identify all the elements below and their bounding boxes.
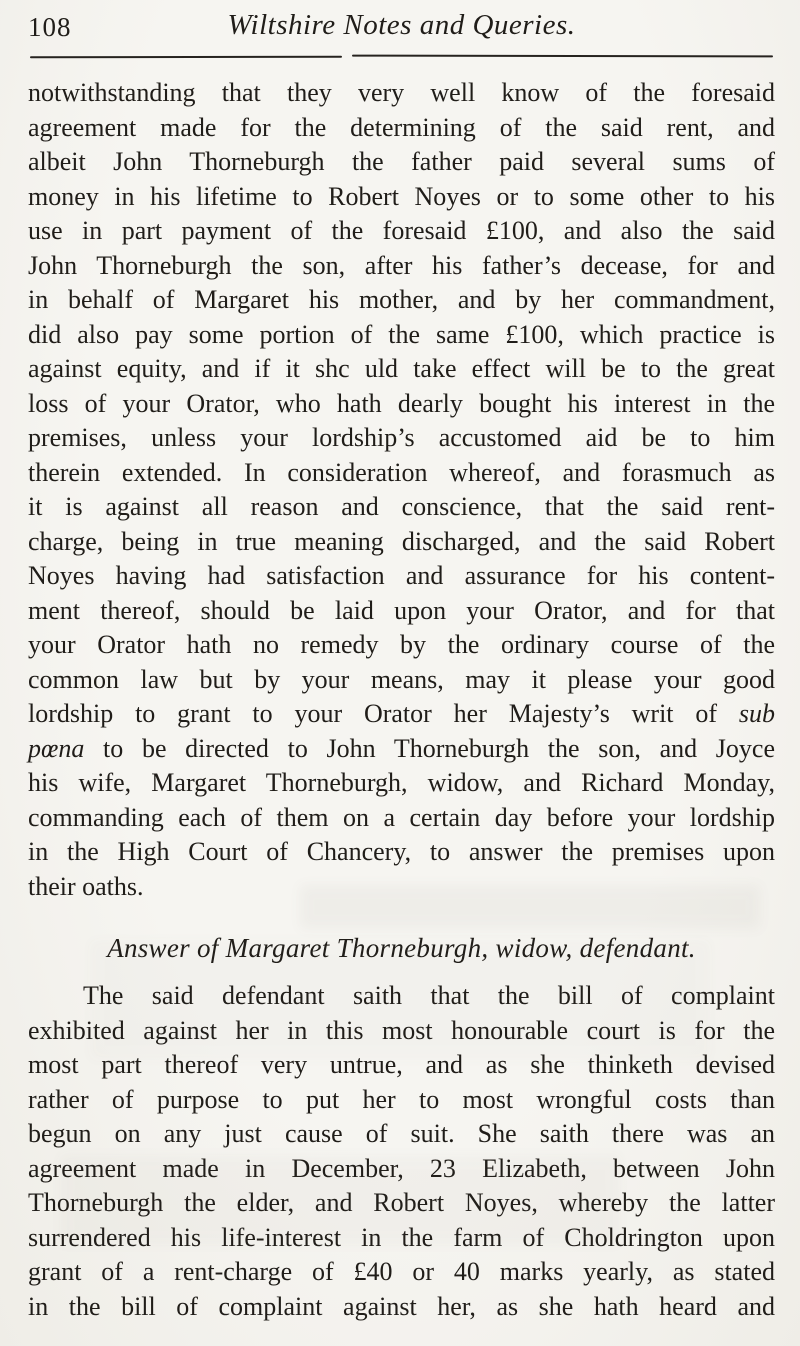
text-line: notwithstanding that they very well know of the foresaid [28,78,775,107]
text-line: money in his lifetime to Robert Noyes or to some other to his [28,181,775,211]
text-line: The said defendant saith that the bill of complaint [83,981,775,1010]
text-line: their oaths. [28,871,144,901]
text-line: exhibited against her in this most honourable court is for the [28,1015,775,1045]
journal-title: Wiltshire Notes and Queries. [227,9,576,41]
text-line: most part thereof very untrue, and as she thinketh devised [28,1050,775,1079]
text-line: surrendered his life-interest in the farm of Choldrington upon [28,1222,775,1252]
text-line: agreement made in December, 23 Elizabeth, between John [28,1153,775,1183]
header-rule-left-segment [30,56,342,58]
text-line: begun on any just cause of suit. She saith there was an [28,1119,775,1148]
text-line: agreement made for the determining of the said rent, and [28,112,775,142]
text-line: against equity, and if it shc uld take effect will be to the great [28,354,775,383]
page-header [28,0,775,57]
page-number: 108 [28,12,72,42]
header-rule-right-segment [352,55,773,58]
text-line: therein extended. In consideration whereof, and forasmuch as [28,457,775,487]
text-line: rather of purpose to put her to most wrongful costs than [28,1084,775,1114]
text-line: in behalf of Margaret his mother, and by her commandment, [28,285,775,314]
text-line: did also pay some portion of the same £100, which practice is [28,319,775,349]
text-line: your Orator hath no remedy by the ordinary course of the [28,630,775,659]
text-line: Noyes having had satisfaction and assurance for his content- [28,561,775,590]
text-line: commanding each of them on a certain day before your lordship [28,802,775,832]
text-line: albeit John Thorneburgh the father paid several sums of [28,147,775,176]
text-line: pœna to be directed to John Thorneburgh the son, and Joyce [28,733,775,763]
text-line: his wife, Margaret Thorneburgh, widow, and Richard Monday, [28,768,775,797]
text-line: it is against all reason and conscience, that the said rent- [28,492,775,521]
text-line: John Thorneburgh the son, after his father’s decease, for and [28,250,775,280]
text-line: in the High Court of Chancery, to answer the premises upon [28,837,775,866]
text-line: Thorneburgh the elder, and Robert Noyes, whereby the latter [28,1188,775,1217]
paragraph-answer [28,979,775,1324]
paragraph-bill-continuation [28,76,775,904]
text-line: use in part payment of the foresaid £100, and also the said [28,216,775,245]
text-line: premises, unless your lordship’s accustomed aid be to him [28,423,775,452]
text-line: charge, being in true meaning discharged, and the said Robert [28,526,775,556]
text-line: loss of your Orator, who hath dearly bought his interest in the [28,388,775,418]
text-line: common law but by your means, may it please your good [28,664,775,694]
text-line: grant of a rent-charge of £40 or 40 marks yearly, as stated [28,1257,775,1286]
answer-section-heading: Answer of Margaret Thorneburgh, widow, defendant. [107,933,696,963]
text-line: lordship to grant to your Orator her Majesty’s writ of sub [28,699,775,728]
header-rule [30,55,773,58]
text-line: in the bill of complaint against her, as she hath heard and [28,1291,775,1321]
text-line: ment thereof, should be laid upon your Orator, and for that [28,595,775,625]
